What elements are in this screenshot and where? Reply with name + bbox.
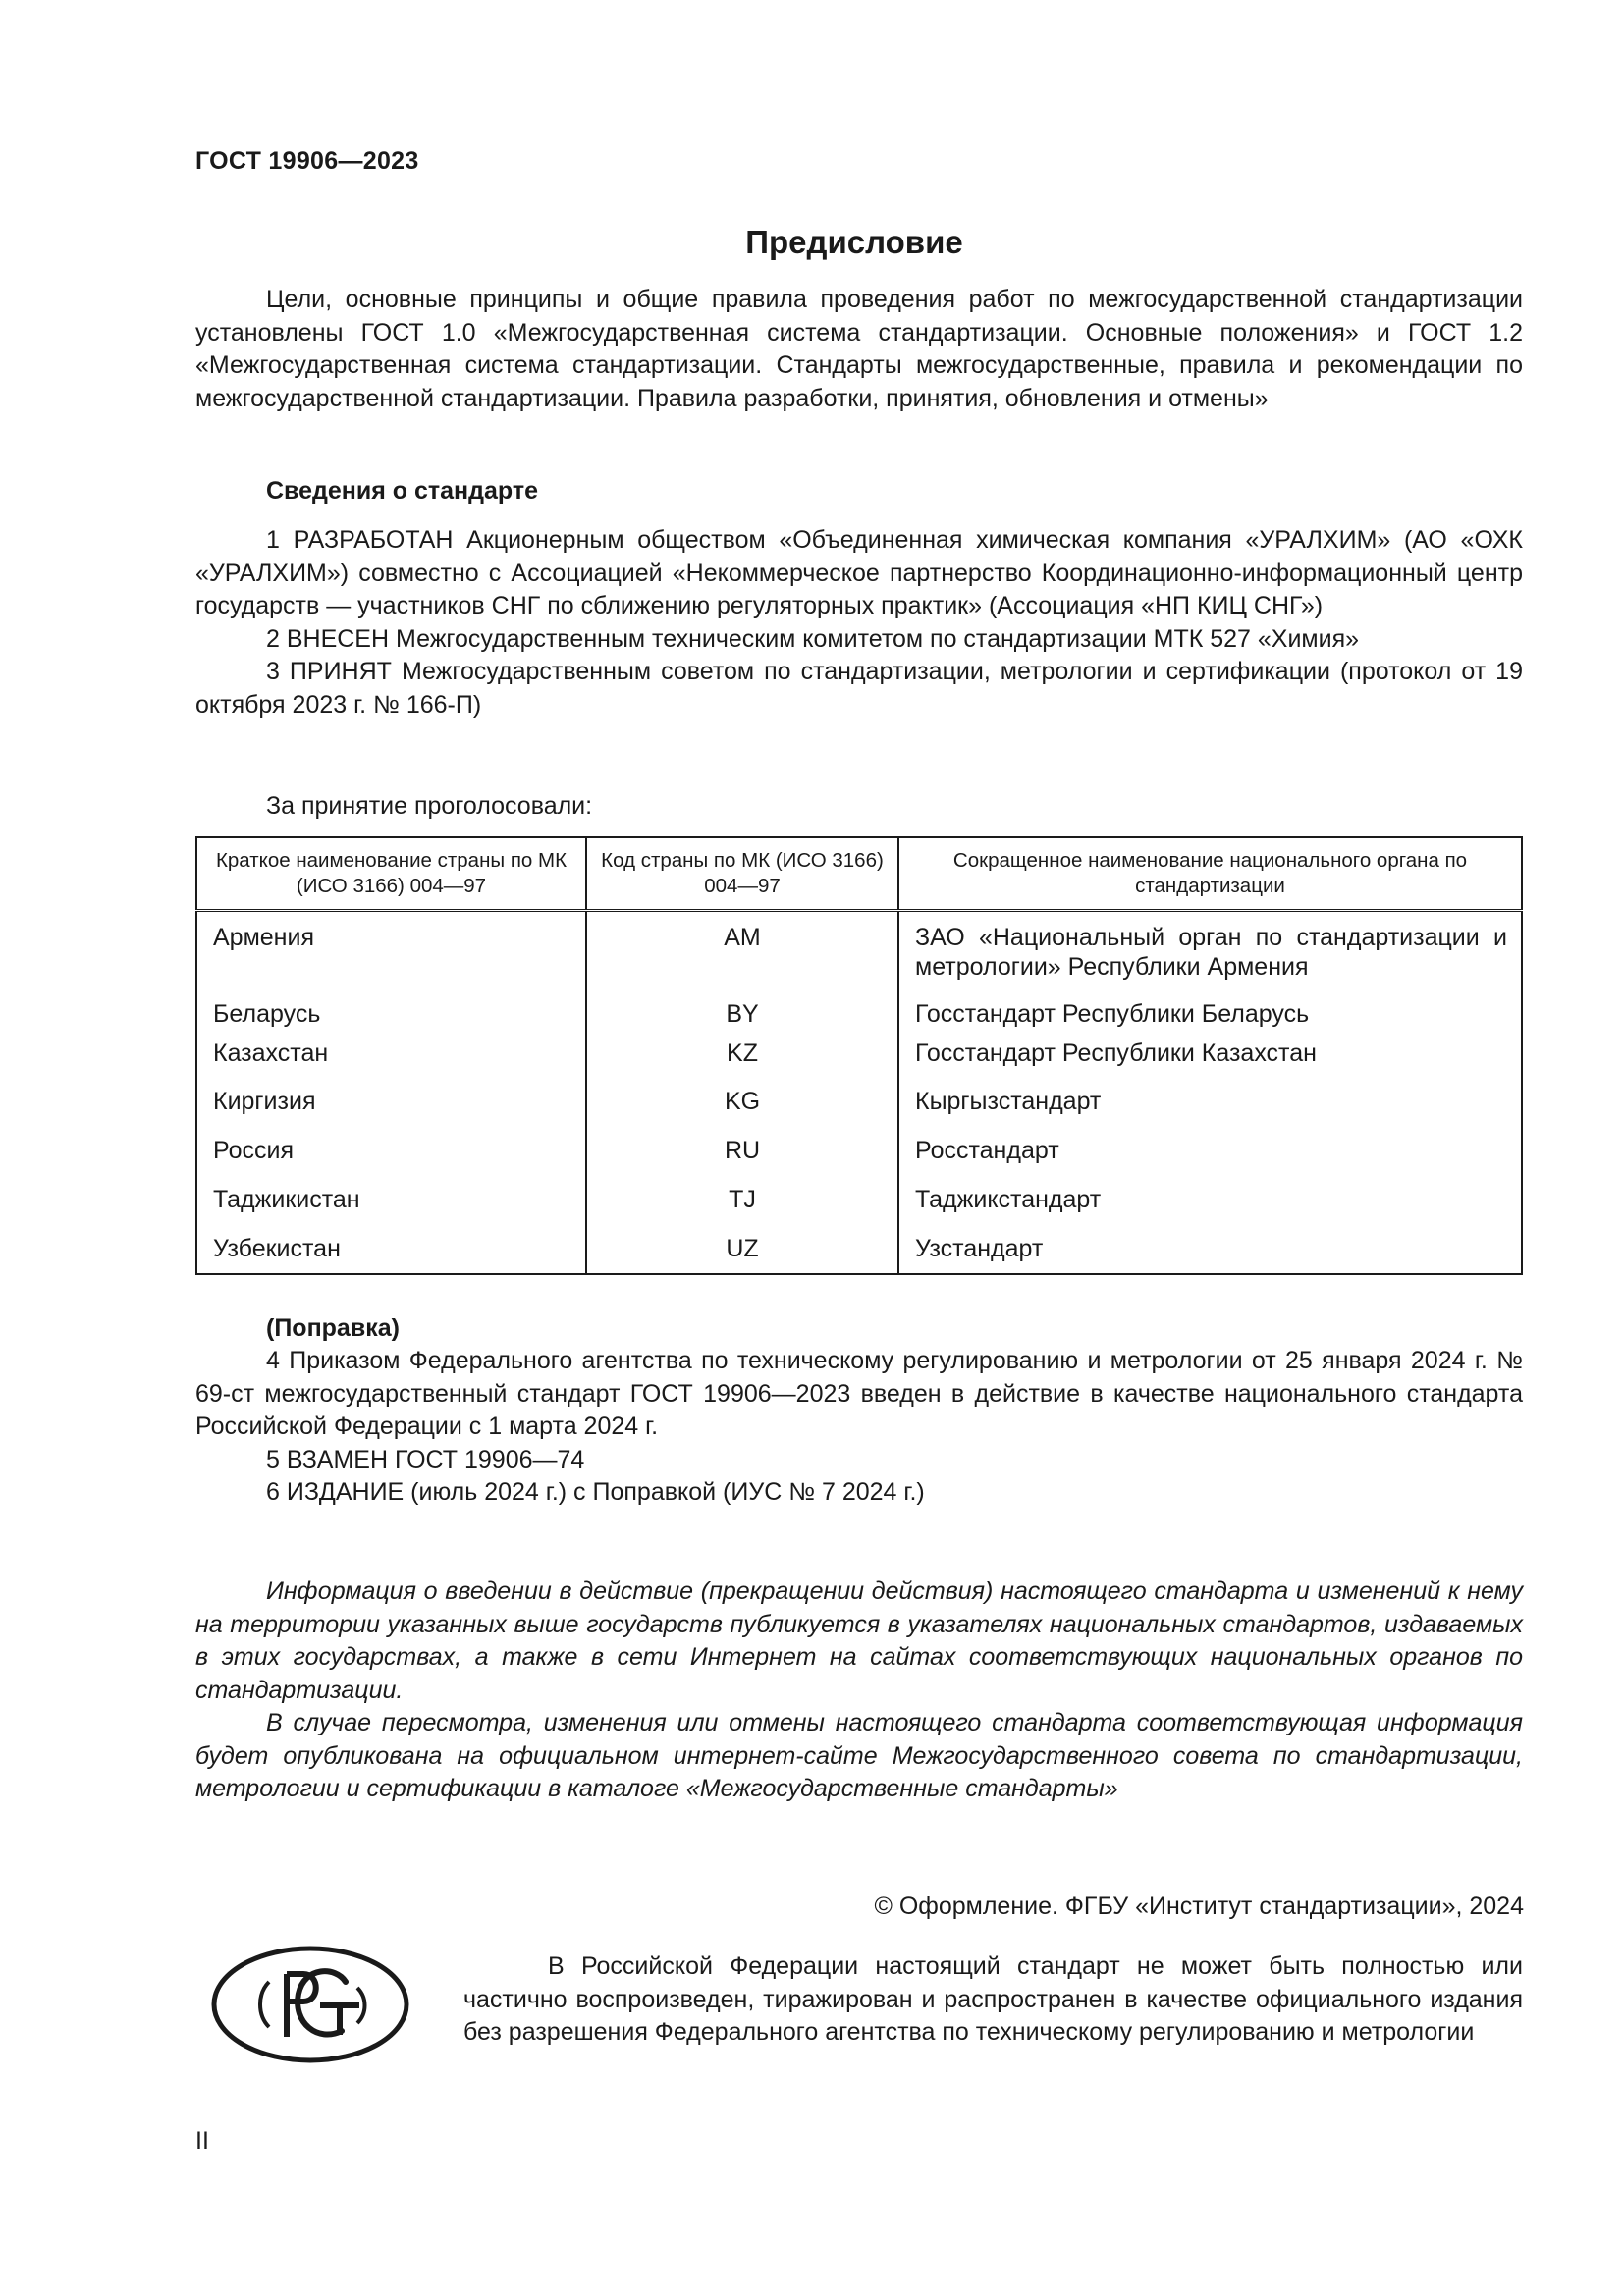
country-cell: Казахстан	[213, 1040, 329, 1067]
country-cell: Таджикистан	[213, 1186, 360, 1213]
voting-countries-table	[195, 836, 1523, 1275]
table-row	[196, 1039, 1522, 1087]
amendment-label: (Поправка)	[266, 1314, 400, 1342]
code-cell: UZ	[586, 1234, 898, 1274]
table-row	[196, 911, 1522, 991]
table-row	[196, 1234, 1522, 1274]
code-cell: KZ	[586, 1039, 898, 1087]
info-paragraph: В случае пересмотра, изменения или отмены настоящего стандарта соответствующая информация будет опубликована на официальном интернет-сайте Межгосударственного совета по стандартизации, метрологии и сертификации в каталоге «Межгосударственные стандарты»	[195, 1709, 1523, 1802]
code-cell: AM	[586, 911, 898, 991]
amendment-section	[195, 1312, 1523, 1346]
body-cell: Госстандарт Республики Беларусь	[898, 990, 1522, 1039]
table-row	[196, 1185, 1522, 1234]
country-cell: Беларусь	[213, 1000, 321, 1028]
list-item: 2 ВНЕСЕН Межгосударственным техническим комитетом по стандартизации МТК 527 «Химия»	[266, 624, 1360, 653]
code-cell: BY	[586, 990, 898, 1039]
publication-info	[195, 1575, 1523, 1806]
info-section	[195, 475, 1523, 508]
info-paragraph: Информация о введении в действие (прекращении действия) настоящего стандарта и изменений к нему на территории указанных выше государств публикуется в указателях национальных стандартов, издаваемых в этих государствах, а также в сети Интернет на сайтах соответствующих национальных органов по стандартизации.	[195, 1577, 1523, 1704]
rights-notice	[463, 1950, 1523, 2050]
intro-paragraph: Цели, основные принципы и общие правила проведения работ по межгосударственной стандартизации установлены ГОСТ 1.0 «Межгосударственная система стандартизации. Основные положения» и ГОСТ 1.2 «Межгосударственная система стандартизации. Стандарты межгосударственные, правила и рекомендации по межгосударственной стандартизации. Правила разработки, принятия, обновления и отмены»	[195, 286, 1523, 412]
items-list-before	[195, 524, 1523, 721]
code-cell: RU	[586, 1136, 898, 1185]
code-cell: TJ	[586, 1185, 898, 1234]
list-item: 1 РАЗРАБОТАН Акционерным обществом «Объединенная химическая компания «УРАЛХИМ» (АО «ОХК «УРАЛХИМ») совместно с Ассоциацией «Некоммерческое партнерство Координационно-информационный центр государств — участников СНГ по сближению регуляторных практик» (Ассоциация «НП КИЦ СНГ»)	[195, 526, 1523, 619]
copyright-line: © Оформление. ФГБУ «Институт стандартизации», 2024	[874, 1893, 1524, 1920]
table-header-row	[196, 837, 1522, 911]
list-item: 6 ИЗДАНИЕ (июль 2024 г.) с Поправкой (ИУС № 7 2024 г.)	[266, 1478, 925, 1506]
rst-logo-icon	[210, 1945, 410, 2064]
body-cell: Росстандарт	[898, 1136, 1522, 1185]
country-cell: Россия	[213, 1137, 294, 1164]
rst-logo	[210, 1945, 410, 2064]
page-title: Предисловие	[745, 224, 963, 260]
table-header-body: Сокращенное наименование национального органа по стандартизации	[898, 837, 1522, 911]
rights-text: В Российской Федерации настоящий стандарт не может быть полностью или частично воспроизведен, тиражирован и распространен в качестве официального издания без разрешения Федерального агентства по техническому регулированию и метрологии	[463, 1952, 1523, 2046]
country-cell: Армения	[213, 924, 314, 951]
page-number: II	[195, 2127, 209, 2155]
info-heading: Сведения о стандарте	[266, 477, 539, 505]
body-cell: ЗАО «Национальный орган по стандартизации и метрологии» Республики Армения	[898, 911, 1522, 991]
country-cell: Узбекистан	[213, 1235, 341, 1262]
country-cell: Киргизия	[213, 1088, 316, 1115]
table-row	[196, 1136, 1522, 1185]
vote-intro-section	[195, 790, 1523, 824]
document-number: ГОСТ 19906—2023	[195, 147, 419, 175]
body-cell: Таджикстандарт	[898, 1185, 1522, 1234]
body-cell: Кыргызстандарт	[898, 1087, 1522, 1136]
code-cell: KG	[586, 1087, 898, 1136]
body-cell: Узстандарт	[898, 1234, 1522, 1274]
list-item: 4 Приказом Федерального агентства по техническому регулированию и метрологии от 25 января 2024 г. № 69-ст межгосударственный стандарт ГОСТ 19906—2023 введен в действие в качестве национального стандарта Российской Федерации с 1 марта 2024 г.	[195, 1347, 1523, 1440]
body-cell: Госстандарт Республики Казахстан	[898, 1039, 1522, 1087]
table-row	[196, 1087, 1522, 1136]
vote-intro: За принятие проголосовали:	[266, 792, 593, 820]
items-list-after	[195, 1345, 1523, 1510]
list-item: 5 ВЗАМЕН ГОСТ 19906—74	[266, 1445, 585, 1473]
table-header-code: Код страны по МК (ИСО 3166) 004—97	[586, 837, 898, 911]
foreword-section	[195, 284, 1523, 415]
table-header-country: Краткое наименование страны по МК (ИСО 3166) 004—97	[196, 837, 586, 911]
list-item: 3 ПРИНЯТ Межгосударственным советом по стандартизации, метрологии и сертификации (протокол от 19 октября 2023 г. № 166-П)	[195, 658, 1523, 719]
table-row	[196, 990, 1522, 1039]
